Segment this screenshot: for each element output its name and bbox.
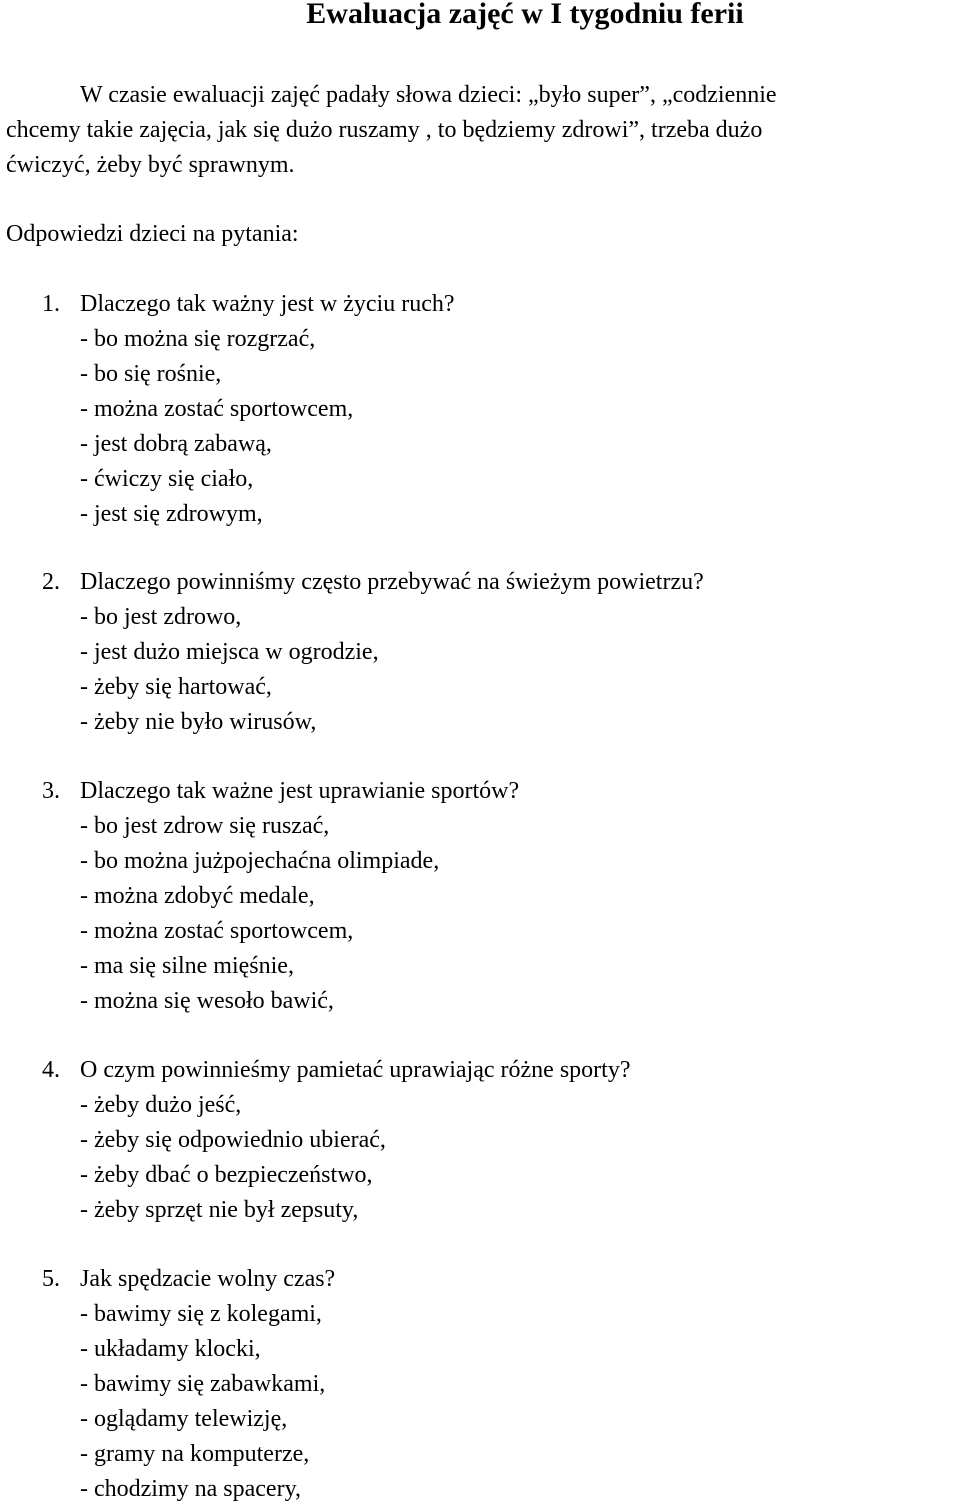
intro-line: chcemy takie zajęcia, jak się dużo ruszamy , to będziemy zdrowi”, trzeba dużo [6,117,763,143]
intro-line: ćwiczyć, żeby być sprawnym. [6,152,295,178]
answer-item: - żeby nie było wirusów, [80,709,317,735]
answer-item: - jest dobrą zabawą, [80,431,272,457]
answer-item: - bo można się rozgrzać, [80,326,316,352]
answer-item: - bo jest zdrow się ruszać, [80,813,330,839]
question-number: 1. [42,291,60,317]
answer-item: - układamy klocki, [80,1336,261,1362]
answer-item: - żeby się hartować, [80,674,272,700]
answer-item: - żeby sprzęt nie był zepsuty, [80,1197,359,1223]
answer-item: - żeby się odpowiednio ubierać, [80,1127,386,1153]
document-title: Ewaluacja zajęć w I tygodniu ferii [306,0,744,30]
answer-list [80,322,353,532]
answer-item: - bawimy się zabawkami, [80,1371,326,1397]
answer-item: - bo się rośnie, [80,361,222,387]
answer-item: - można zostać sportowcem, [80,918,354,944]
answer-list [80,1088,386,1228]
question-text: Dlaczego tak ważne jest uprawianie sportów? [80,778,520,804]
answer-item: - jest się zdrowym, [80,501,263,527]
question-text: O czym powinnieśmy pamietać uprawiając różne sporty? [80,1057,631,1083]
answer-list [80,600,379,740]
answer-item: - można zdobyć medale, [80,883,315,909]
answer-item: - ma się silne mięśnie, [80,953,294,979]
intro-line: W czasie ewaluacji zajęć padały słowa dzieci: „było super”, „codziennie [80,82,777,108]
answer-item: - bo jest zdrowo, [80,604,242,630]
question-text: Dlaczego tak ważny jest w życiu ruch? [80,291,455,317]
question-number: 4. [42,1057,60,1083]
intro-paragraph [6,78,958,183]
question-number: 5. [42,1266,60,1292]
answer-item: - gramy na komputerze, [80,1441,310,1467]
answer-item: - można zostać sportowcem, [80,396,354,422]
answer-item: - ćwiczy się ciało, [80,466,254,492]
answer-item: - bawimy się z kolegami, [80,1301,322,1327]
answer-item: - żeby dbać o bezpieczeństwo, [80,1162,373,1188]
answer-item: - żeby dużo jeść, [80,1092,242,1118]
answer-item: - można się wesoło bawić, [80,988,334,1014]
question-number: 3. [42,778,60,804]
question-number: 2. [42,569,60,595]
answer-list [80,809,439,1019]
question-text: Jak spędzacie wolny czas? [80,1266,336,1292]
answers-heading: Odpowiedzi dzieci na pytania: [6,221,299,247]
question-text: Dlaczego powinniśmy często przebywać na świeżym powietrzu? [80,569,704,595]
answer-list [80,1297,325,1507]
answer-item: - jest dużo miejsca w ogrodzie, [80,639,379,665]
answer-item: - oglądamy telewizję, [80,1406,288,1432]
answer-item: - bo można jużpojechaćna olimpiade, [80,848,440,874]
answer-item: - chodzimy na spacery, [80,1476,302,1502]
